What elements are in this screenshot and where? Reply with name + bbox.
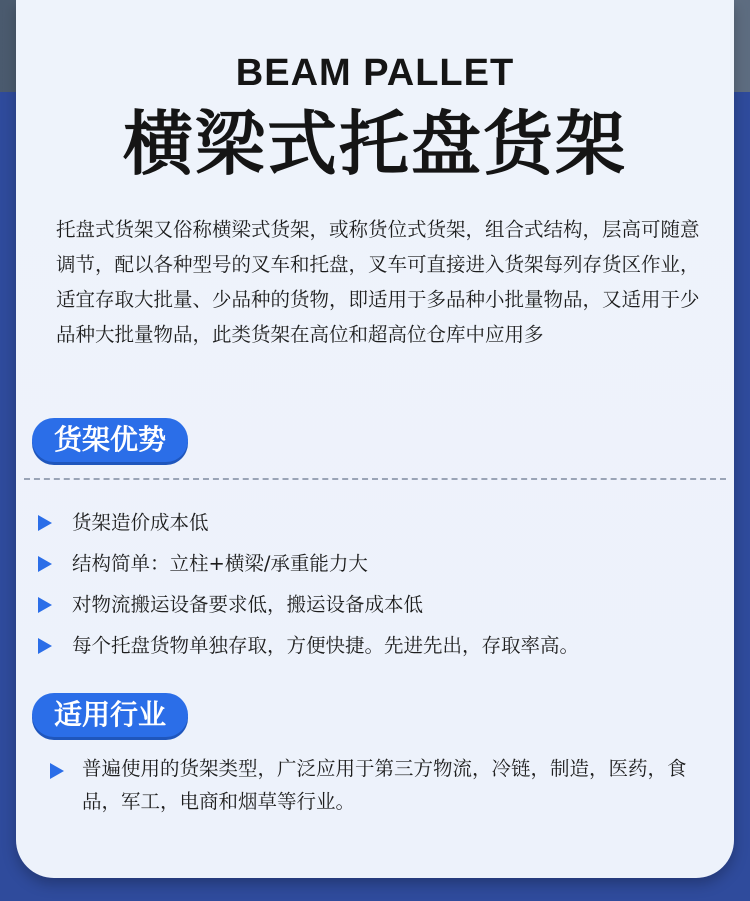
list-item	[38, 545, 579, 586]
content-card-top	[16, 0, 734, 40]
industry-heading: 适用行业	[32, 693, 188, 737]
triangle-bullet-icon	[50, 763, 64, 779]
advantages-list	[38, 504, 579, 668]
list-item-text: 每个托盘货物单独存取，方便快捷。先进先出，存取率高。	[72, 634, 580, 657]
section-divider	[24, 478, 726, 480]
chinese-title: 横梁式托盘货架	[123, 103, 627, 185]
industry-text: 普遍使用的货架类型，广泛应用于第三方物流，冷链，制造，医药，食品，军工，电商和烟草等行业。	[82, 757, 687, 813]
list-item	[38, 504, 579, 545]
list-item	[38, 627, 579, 668]
intro-paragraph: 托盘式货架又俗称横梁式货架，或称货位式货架，组合式结构，层高可随意调节，配以各种型号的叉车和托盘，叉车可直接进入货架每列存货区作业，适宜存取大批量、少品种的货物，即适用于多品种小批量物品，又适用于少品种大批量物品，此类货架在高位和超高位仓库中应用多	[56, 218, 700, 346]
list-item	[38, 586, 579, 627]
list-item-text: 结构简单：立柱+横梁/承重能力大	[72, 552, 368, 575]
list-item-text: 对物流搬运设备要求低，搬运设备成本低	[72, 593, 424, 616]
list-item-text: 货架造价成本低	[72, 511, 209, 534]
triangle-bullet-icon	[38, 556, 52, 572]
industry-block	[50, 752, 700, 818]
advantages-heading: 货架优势	[32, 418, 188, 462]
triangle-bullet-icon	[38, 638, 52, 654]
industry-item	[50, 752, 700, 818]
english-title: BEAM PALLET	[235, 52, 515, 94]
triangle-bullet-icon	[38, 515, 52, 531]
triangle-bullet-icon	[38, 597, 52, 613]
